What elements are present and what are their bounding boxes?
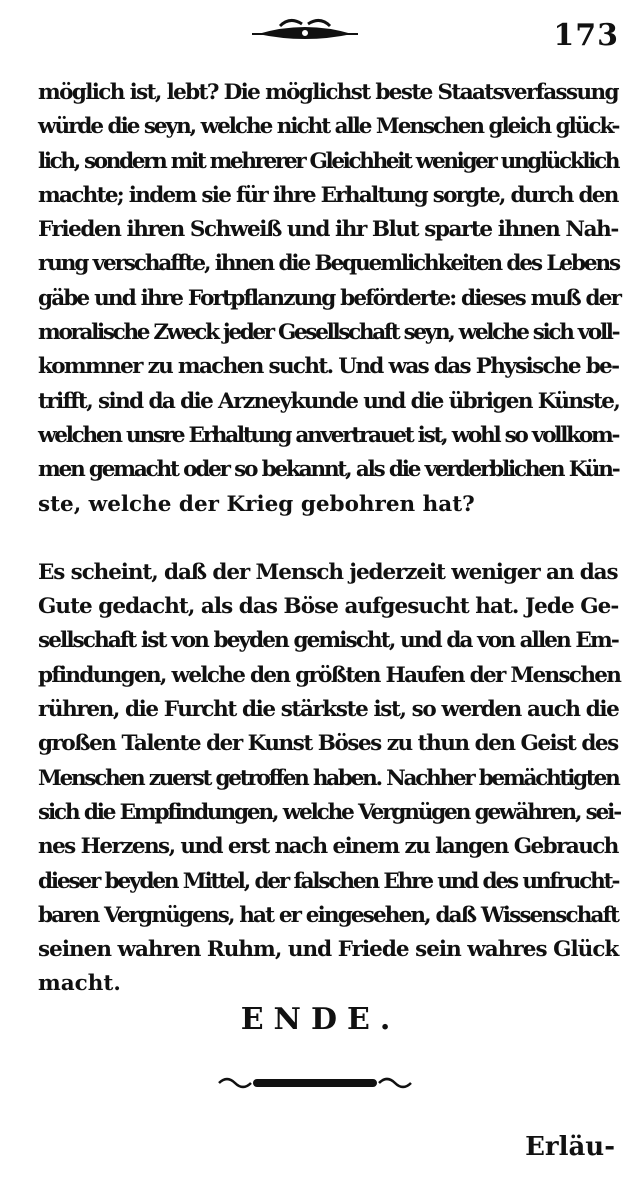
- text-line: möglich ist, lebt? Die möglichst beste Staatsverfassung: [38, 80, 618, 105]
- paragraph-1: [38, 76, 621, 522]
- text-line: Es scheint, daß der Mensch jederzeit weniger an das: [38, 559, 618, 585]
- text-line: würde die seyn, welche nicht alle Menschen gleich glück-: [38, 114, 619, 140]
- text-line: dieser beyden Mittel, der falschen Ehre und des unfrucht-: [38, 868, 619, 894]
- text-line: rung verschaffte, ihnen die Bequemlichkeiten des Lebens: [38, 251, 620, 277]
- text-line: nes Herzens, und erst nach einem zu langen Gebrauch: [38, 834, 618, 860]
- text-line: welchen unsre Erhaltung anvertrauet ist, wohl so vollkom-: [38, 422, 619, 448]
- text-line: lich, sondern mit mehrerer Gleichheit weniger unglücklich: [38, 148, 619, 174]
- text-line: sich die Empfindungen, welche Vergnügen gewähren, sei-: [38, 799, 621, 825]
- text-line: kommner zu machen sucht. Und was das Physische be-: [38, 354, 619, 380]
- catchword: Erläu-: [525, 1132, 615, 1162]
- page-number: 173: [553, 18, 619, 53]
- text-line: gäbe und ihre Fortpflanzung beförderte: dieses muß der: [38, 285, 621, 311]
- text-line: machte; indem sie für ihre Erhaltung sorgte, durch den: [38, 182, 618, 208]
- text-line: Frieden ihren Schweiß und ihr Blut sparte ihnen Nah-: [38, 217, 618, 243]
- text-line: Menschen zuerst getroffen haben. Nachher bemächtigten: [38, 765, 619, 791]
- text-line: trifft, sind da die Arzneykunde und die übrigen Künste,: [38, 388, 620, 414]
- text-line: men gemacht oder so bekannt, als die verderblichen Kün-: [38, 457, 619, 483]
- text-line: sellschaft ist von beyden gemischt, und da von allen Em-: [38, 628, 618, 654]
- text-line: macht.: [38, 971, 121, 997]
- paragraph-2: [38, 556, 621, 1002]
- text-line: seinen wahren Ruhm, und Friede sein wahres Glück: [38, 937, 619, 963]
- text-line: rühren, die Furcht die stärkste ist, so werden auch die: [38, 697, 619, 723]
- text-line: Gute gedacht, als das Böse aufgesucht hat. Jede Ge-: [38, 594, 619, 620]
- text-line: moralische Zweck jeder Gesellschaft seyn, welche sich voll-: [38, 320, 619, 346]
- bottom-ornament-icon: [215, 1073, 415, 1093]
- text-line: baren Vergnügens, hat er eingesehen, daß Wissenschaft: [38, 902, 619, 928]
- end-marker: ENDE.: [240, 1002, 401, 1037]
- text-line: pfindungen, welche den größten Haufen der Menschen: [38, 662, 621, 688]
- top-ornament-icon: [250, 14, 360, 48]
- text-line: ste, welche der Krieg gebohren hat?: [38, 491, 475, 517]
- body-text: [38, 76, 621, 1002]
- text-line: großen Talente der Kunst Böses zu thun den Geist des: [38, 731, 618, 757]
